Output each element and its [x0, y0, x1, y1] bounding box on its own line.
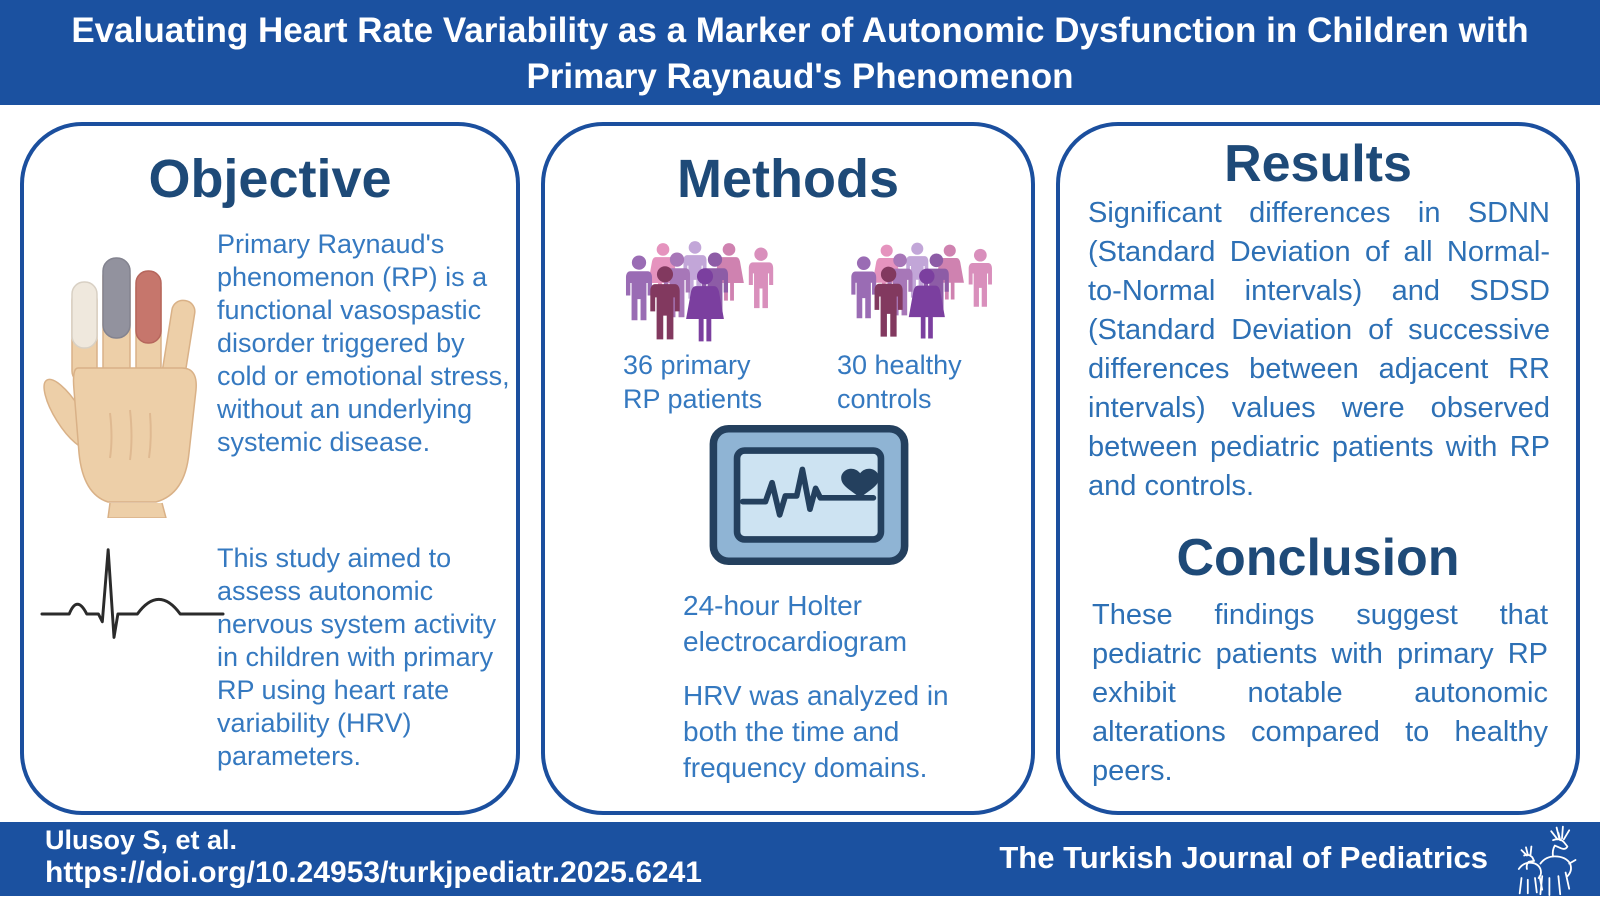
header-band: [0, 0, 1600, 105]
results-body-text: Significant differences in SDNN (Standard Deviation of all Normal-to-Normal intervals) and SDSD (Standard Deviation of successive differences between adjacent RR intervals) values were observed between pediatric patients with RP and controls.: [1088, 197, 1550, 502]
results-panel: [1056, 122, 1580, 815]
raynaud-hand-illustration: [38, 218, 218, 518]
holter-monitor-icon: [703, 424, 915, 566]
journal-name: The Turkish Journal of Pediatrics: [999, 840, 1488, 875]
objective-aim-text: This study aimed to assess autonomic nervous system activity in children with primary RP using heart rate variability (HRV) parameters.: [217, 543, 497, 771]
ecg-waveform-icon: [40, 534, 225, 656]
methods-title: Methods: [677, 149, 899, 209]
objective-panel: [20, 122, 520, 815]
patients-count-caption: 36 primary RP patients: [623, 350, 763, 414]
conclusion-body-text: These findings suggest that pediatric patients with primary RP exhibit notable autonomic alterations compared to healthy peers.: [1092, 599, 1548, 787]
conclusion-title: Conclusion: [1176, 529, 1460, 587]
controls-count-caption: 30 healthy controls: [837, 350, 962, 414]
control-group-icon: [837, 206, 1009, 346]
methods-panel: [541, 122, 1035, 815]
objective-definition-text: Primary Raynaud's phenomenon (RP) is a functional vasospastic disorder triggered by cold or emotional stress, without an underlying systemic disease.: [217, 229, 510, 457]
doi-link[interactable]: https://doi.org/10.24953/turkjpediatr.2025.6241: [45, 856, 702, 889]
citation-author: Ulusoy S, et al.: [45, 825, 238, 855]
hrv-analysis-caption: HRV was analyzed in both the time and frequency domains.: [683, 680, 949, 783]
footer-band: [0, 822, 1600, 896]
deer-logo: [1502, 824, 1586, 896]
results-title: Results: [1224, 135, 1412, 193]
patient-group-icon: [611, 206, 791, 346]
holter-caption: 24-hour Holter electrocardiogram: [683, 590, 908, 657]
objective-title: Objective: [148, 149, 392, 209]
page-title-line1: Evaluating Heart Rate Variability as a Marker of Autonomic Dysfunction in Children with: [71, 11, 1529, 50]
page-title-line2: Primary Raynaud's Phenomenon: [526, 57, 1074, 96]
